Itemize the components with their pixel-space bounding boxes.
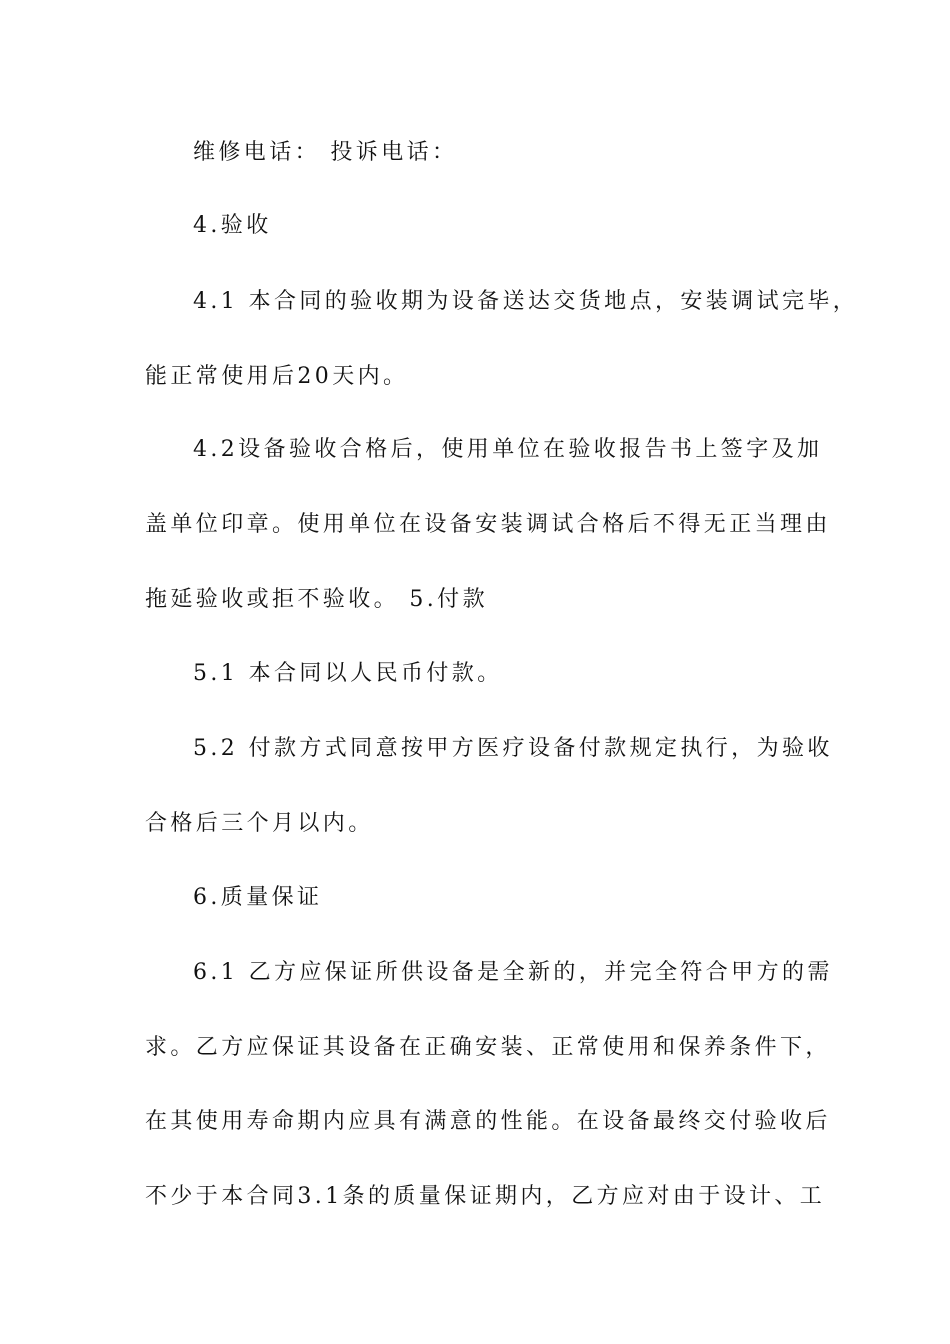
clause-6-1-line-4: 不少于本合同3.1条的质量保证期内，乙方应对由于设计、工 — [145, 1184, 826, 1209]
clause-4-1-line-1: 4.1 本合同的验收期为设备送达交货地点，安装调试完毕， — [193, 289, 859, 314]
clause-4-1-line-2: 能正常使用后20天内。 — [145, 364, 409, 389]
clause-6-1-line-3: 在其使用寿命期内应具有满意的性能。在设备最终交付验收后 — [145, 1109, 831, 1134]
clause-6-1-line-1: 6.1 乙方应保证所供设备是全新的，并完全符合甲方的需 — [193, 960, 833, 985]
clause-4-2-line-3: 拖延验收或拒不验收。 5.付款 — [145, 587, 488, 612]
contact-phones-line: 维修电话： 投诉电话： — [193, 140, 458, 165]
clause-4-2-line-2: 盖单位印章。使用单位在设备安装调试合格后不得无正当理由 — [145, 512, 831, 537]
clause-5-2-line-1: 5.2 付款方式同意按甲方医疗设备付款规定执行，为验收 — [193, 736, 833, 761]
clause-4-2-line-1: 4.2设备验收合格后，使用单位在验收报告书上签字及加 — [193, 437, 823, 462]
section-heading-quality: 6.质量保证 — [193, 885, 323, 910]
section-heading-acceptance: 4.验收 — [193, 213, 272, 238]
clause-5-1-line: 5.1 本合同以人民币付款。 — [193, 661, 503, 686]
clause-6-1-line-2: 求。乙方应保证其设备在正确安装、正常使用和保养条件下， — [145, 1035, 831, 1060]
clause-5-2-line-2: 合格后三个月以内。 — [145, 811, 374, 836]
